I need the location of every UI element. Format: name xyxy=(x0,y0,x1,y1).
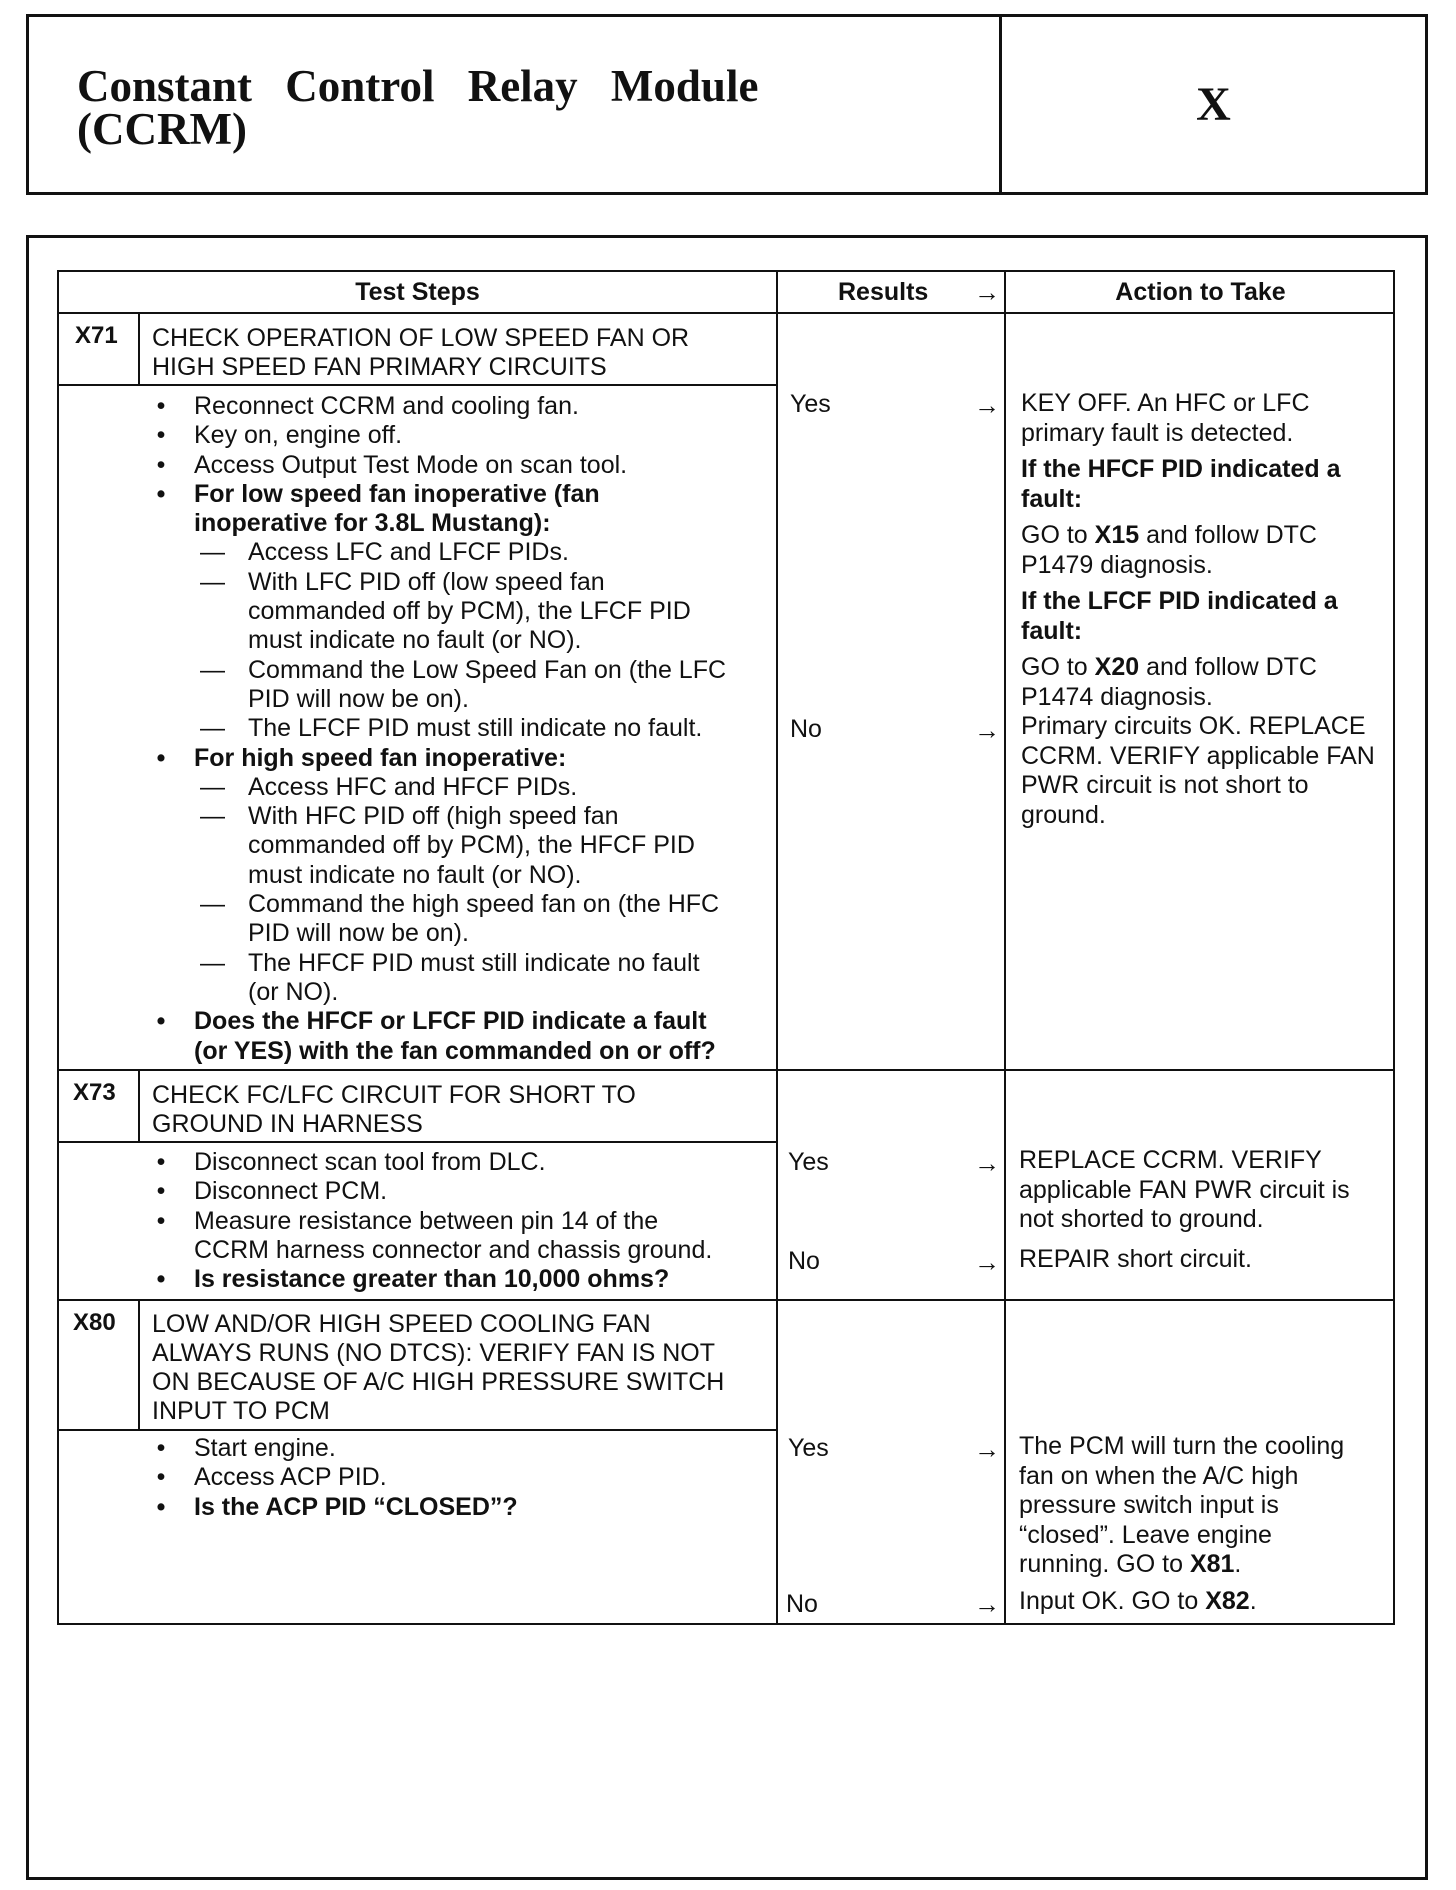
id-divider xyxy=(138,312,140,384)
list-item: • Is the ACP PID “CLOSED”? xyxy=(156,1492,518,1521)
arrow-icon: → xyxy=(974,715,1000,745)
title-cell xyxy=(29,17,1002,192)
action-divider xyxy=(1004,272,1006,1623)
list-item: • Does the HFCF or LFCF PID indicate a fault (or YES) with the fan commanded on or off? xyxy=(156,1007,716,1065)
column-header-test-steps: Test Steps xyxy=(355,277,480,306)
result-no: No xyxy=(788,1247,820,1275)
list-item: • Disconnect scan tool from DLC. xyxy=(156,1148,546,1176)
step-instructions xyxy=(152,1434,772,1522)
row-divider xyxy=(59,1069,1393,1071)
list-item: • Key on, engine off. xyxy=(156,421,403,450)
result-yes: Yes xyxy=(788,1434,829,1462)
step-id: X71 xyxy=(75,322,118,349)
result-no: No xyxy=(790,715,822,743)
id-divider xyxy=(138,1069,140,1141)
result-yes: Yes xyxy=(788,1148,829,1176)
column-header-results: Results xyxy=(838,277,929,306)
list-item: — The HFCF PID must still indicate no fault (or NO). xyxy=(200,948,700,1006)
list-item: — Command the high speed fan on (the HFC PID will now be on). xyxy=(200,890,720,948)
arrow-icon: → xyxy=(974,1247,1000,1277)
list-item: • Start engine. xyxy=(156,1434,336,1462)
list-item: • For high speed fan inoperative: xyxy=(156,743,567,772)
title-divider xyxy=(59,1141,776,1143)
list-item: • For low speed fan inoperative (fan inoperative for 3.8L Mustang): xyxy=(156,479,600,538)
list-item: • Reconnect CCRM and cooling fan. xyxy=(156,392,579,420)
list-item: • Is resistance greater than 10,000 ohms? xyxy=(156,1265,670,1294)
results-divider xyxy=(776,272,778,1623)
action-text: REPLACE CCRM. VERIFY applicable FAN PWR circuit is not shorted to ground. xyxy=(1019,1146,1350,1233)
result-yes: Yes xyxy=(790,390,831,418)
section-cell xyxy=(1002,17,1425,192)
list-item: — With HFC PID off (high speed fan commanded off by PCM), the HFCF PID must indicate no fault (or NO). xyxy=(200,802,695,889)
list-item: — The LFCF PID must still indicate no fault. xyxy=(200,714,703,743)
action-text: The PCM will turn the cooling fan on when the A/C high pressure switch input is “closed”. Leave engine running. GO to X81. xyxy=(1019,1432,1345,1578)
arrow-icon: → xyxy=(974,390,1000,420)
action-text: KEY OFF. An HFC or LFC primary fault is detected. If the HFCF PID indicated a fault: GO to X15 and follow DTC P1479 diagnosis. If the LFCF PID indicated a fault: GO to X20 and follow DTC P1474 diagnosis. xyxy=(1021,389,1341,711)
result-no: No xyxy=(786,1590,818,1618)
list-item: — Command the Low Speed Fan on (the LFC PID will now be on). xyxy=(200,655,727,713)
action-text: Input OK. GO to X82. xyxy=(1019,1587,1257,1615)
section-letter: X xyxy=(1196,78,1231,131)
arrow-icon: → xyxy=(974,1589,1000,1619)
arrow-icon: → xyxy=(974,1434,1000,1464)
step-title: CHECK FC/LFC CIRCUIT FOR SHORT TO GROUND IN HARNESS xyxy=(152,1081,636,1138)
diagnostic-table xyxy=(57,270,1395,1625)
header-divider xyxy=(59,312,1393,314)
list-item: • Access ACP PID. xyxy=(156,1463,387,1492)
page-title: Constant Control Relay Module (CCRM) xyxy=(77,61,759,154)
list-item: — Access HFC and HFCF PIDs. xyxy=(200,772,578,801)
column-header-action: Action to Take xyxy=(1115,277,1286,306)
step-instructions xyxy=(152,392,772,1066)
arrow-icon: → xyxy=(974,277,1000,307)
arrow-icon: → xyxy=(974,1148,1000,1178)
list-item: • Access Output Test Mode on scan tool. xyxy=(156,450,628,479)
row-divider xyxy=(59,1299,1393,1301)
page-header xyxy=(26,14,1428,195)
title-divider xyxy=(59,384,776,386)
action-text: Primary circuits OK. REPLACE CCRM. VERIFY applicable FAN PWR circuit is not short to ground. xyxy=(1021,712,1375,829)
step-id: X80 xyxy=(73,1309,116,1336)
list-item: • Measure resistance between pin 14 of the CCRM harness connector and chassis ground. xyxy=(156,1206,713,1264)
step-title: LOW AND/OR HIGH SPEED COOLING FAN ALWAYS RUNS (NO DTCS): VERIFY FAN IS NOT ON BECAUSE OF A/C HIGH PRESSURE SWITCH INPUT TO PCM xyxy=(152,1310,725,1425)
step-id: X73 xyxy=(73,1079,116,1106)
title-divider xyxy=(59,1429,776,1431)
list-item: — Access LFC and LFCF PIDs. xyxy=(200,538,569,567)
id-divider xyxy=(138,1299,140,1429)
step-title: CHECK OPERATION OF LOW SPEED FAN OR HIGH SPEED FAN PRIMARY CIRCUITS xyxy=(152,324,690,381)
step-instructions xyxy=(152,1148,772,1294)
action-text: REPAIR short circuit. xyxy=(1019,1245,1252,1273)
list-item: — With LFC PID off (low speed fan commanded off by PCM), the LFCF PID must indicate no fault (or NO). xyxy=(200,567,691,655)
list-item: • Disconnect PCM. xyxy=(156,1177,388,1206)
